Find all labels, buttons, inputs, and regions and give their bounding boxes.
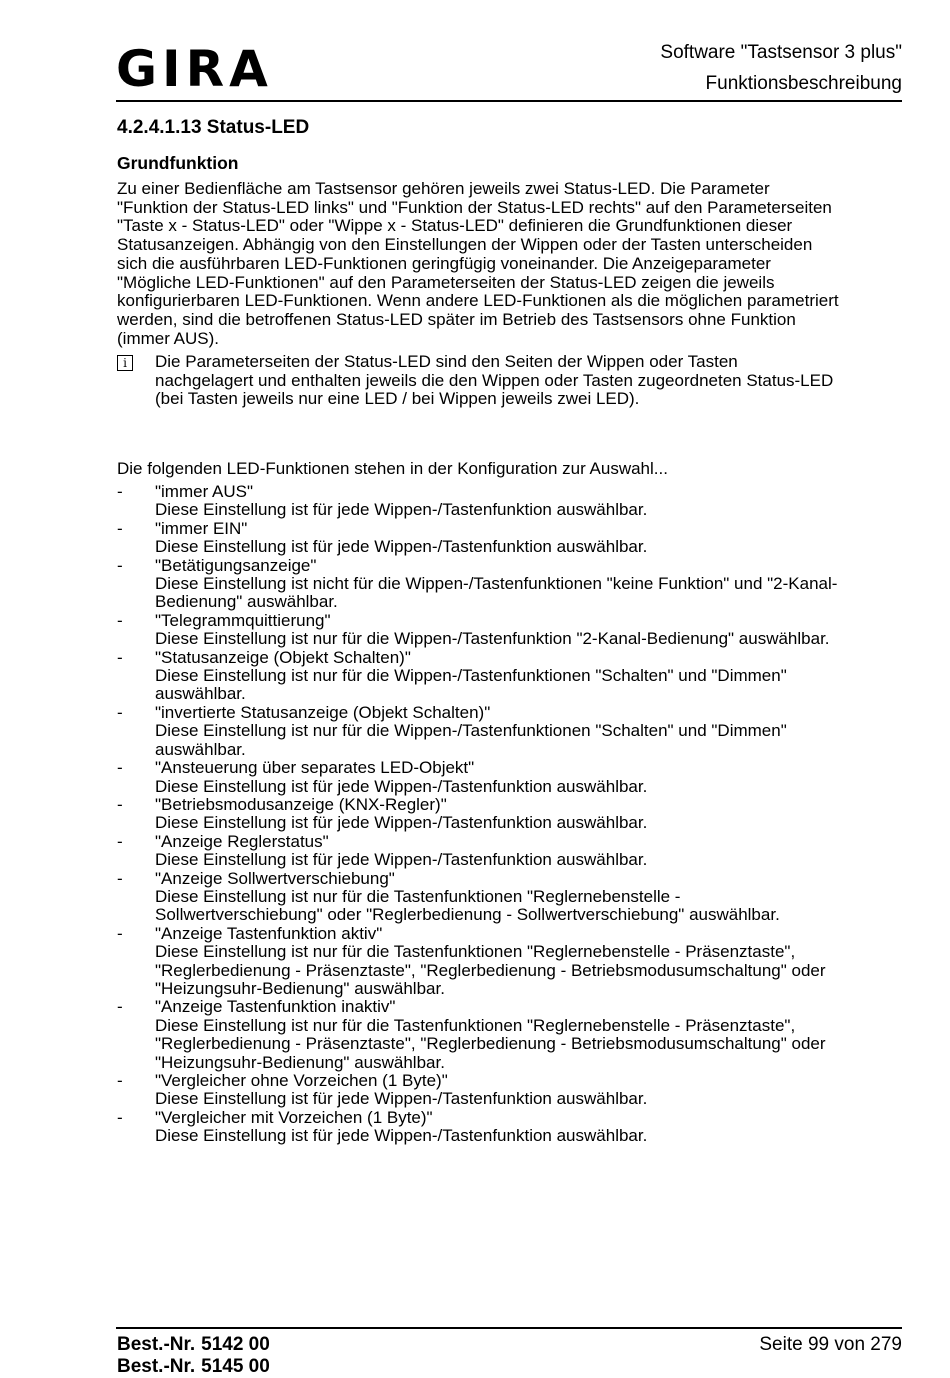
header-software-title: Software "Tastsensor 3 plus": [660, 42, 902, 63]
option-description: Diese Einstellung ist für jede Wippen-/Tastenfunktion auswählbar.: [155, 813, 648, 833]
list-item: [117, 870, 907, 925]
option-description: Diese Einstellung ist für jede Wippen-/Tastenfunktion auswählbar.: [155, 537, 648, 557]
info-note: [117, 353, 907, 409]
subheading: Grundfunktion: [117, 153, 239, 173]
option-name: "Vergleicher ohne Vorzeichen (1 Byte)": [155, 1071, 448, 1090]
list-item: [117, 483, 907, 520]
bullet-dash: -: [117, 923, 123, 943]
option-name: "Statusanzeige (Objekt Schalten)": [155, 647, 411, 667]
list-item: [117, 925, 907, 999]
led-function-list: [117, 483, 907, 1146]
order-label: Best.-Nr.: [117, 1356, 196, 1377]
bullet-dash: -: [117, 482, 123, 501]
option-description: Diese Einstellung ist nur für die Tastenfunktionen "Reglernebenstelle - Präsenztaste", "Reglerbedienung - Präsenztaste", "Reglerbedienung - Betriebsmodusumschaltung" oder "Heizungsuhr-Bedienung" auswählbar.: [155, 942, 826, 998]
option-name: "immer EIN": [155, 518, 248, 538]
bullet-dash: -: [117, 1107, 123, 1127]
list-item: [117, 649, 907, 704]
bullet-dash: -: [117, 702, 123, 722]
option-name: "invertierte Statusanzeige (Objekt Schalten)": [155, 702, 491, 722]
note-text: Die Parameterseiten der Status-LED sind den Seiten der Wippen oder Tasten nachgelagert und enthalten jeweils die den Wippen oder Tasten zugeordneten Status-LED (bei Tasten jeweils nur eine LED / bei Wippen jeweils zwei LED).: [155, 352, 834, 409]
option-description: Diese Einstellung ist nicht für die Wippen-/Tastenfunktionen "keine Funktion" und "2-Kanal- Bedienung" auswählbar.: [155, 574, 838, 612]
bullet-dash: -: [117, 758, 123, 778]
header-subtitle: Funktionsbeschreibung: [705, 73, 902, 94]
page-number: Seite 99 von 279: [759, 1334, 902, 1355]
document-header: [660, 37, 902, 99]
order-label: Best.-Nr.: [117, 1334, 196, 1355]
bullet-dash: -: [117, 610, 123, 630]
header-divider: [116, 100, 902, 102]
list-item: [117, 557, 907, 612]
bullet-dash: -: [117, 1071, 123, 1090]
option-description: Diese Einstellung ist nur für die Tastenfunktionen "Reglernebenstelle - Sollwertverschiebung" oder "Reglerbedienung - Sollwertverschiebung" auswählbar.: [155, 886, 780, 925]
option-description: Diese Einstellung ist nur für die Tastenfunktionen "Reglernebenstelle - Präsenztaste", "Reglerbedienung - Präsenztaste", "Reglerbedienung - Betriebsmodusumschaltung" oder "Heizungsuhr-Bedienung" auswählbar.: [155, 1015, 826, 1072]
bullet-dash: -: [117, 555, 123, 575]
option-description: Diese Einstellung ist für jede Wippen-/Tastenfunktion auswählbar.: [155, 500, 648, 520]
list-item: [117, 796, 907, 833]
option-name: "Anzeige Sollwertverschiebung": [155, 868, 395, 888]
order-numbers: [117, 1334, 270, 1378]
order-number-row: [117, 1334, 270, 1356]
bullet-dash: -: [117, 997, 123, 1017]
order-number: 5145 00: [201, 1356, 270, 1377]
bullet-dash: -: [117, 831, 123, 851]
option-description: Diese Einstellung ist für jede Wippen-/Tastenfunktion auswählbar.: [155, 776, 648, 796]
bullet-dash: -: [117, 794, 123, 814]
option-name: "Anzeige Tastenfunktion inaktiv": [155, 997, 396, 1017]
option-name: "Anzeige Tastenfunktion aktiv": [155, 923, 383, 943]
order-number: 5142 00: [201, 1334, 270, 1355]
option-name: "Anzeige Reglerstatus": [155, 831, 329, 851]
list-item: [117, 612, 907, 649]
option-description: Diese Einstellung ist für jede Wippen-/Tastenfunktion auswählbar.: [155, 1089, 648, 1109]
info-icon: i: [117, 355, 133, 371]
bullet-dash: -: [117, 518, 123, 538]
option-name: "Betätigungsanzeige": [155, 555, 317, 575]
option-description: Diese Einstellung ist nur für die Wippen-/Tastenfunktion "2-Kanal-Bedienung" auswählbar.: [155, 629, 830, 649]
list-item: [117, 1072, 907, 1109]
list-item: [117, 998, 907, 1072]
bullet-dash: -: [117, 868, 123, 888]
order-number-row: [117, 1356, 270, 1378]
option-name: "immer AUS": [155, 482, 254, 501]
section-title: 4.2.4.1.13 Status-LED: [117, 117, 310, 138]
list-item: [117, 704, 907, 759]
bullet-dash: -: [117, 647, 123, 667]
option-description: Diese Einstellung ist nur für die Wippen-/Tastenfunktionen "Schalten" und "Dimmen" auswählbar.: [155, 721, 787, 759]
option-description: Diese Einstellung ist nur für die Wippen-/Tastenfunktionen "Schalten" und "Dimmen" auswählbar.: [155, 666, 787, 704]
list-intro: Die folgenden LED-Funktionen stehen in der Konfiguration zur Auswahl...: [117, 459, 668, 478]
option-name: "Vergleicher mit Vorzeichen (1 Byte)": [155, 1107, 433, 1127]
list-item: [117, 759, 907, 796]
option-name: "Betriebsmodusanzeige (KNX-Regler)": [155, 794, 447, 814]
list-item: [117, 520, 907, 557]
option-description: Diese Einstellung ist für jede Wippen-/Tastenfunktion auswählbar.: [155, 850, 648, 870]
option-name: "Ansteuerung über separates LED-Objekt": [155, 758, 475, 778]
gira-logo: GIRA: [116, 40, 273, 98]
option-description: Diese Einstellung ist für jede Wippen-/Tastenfunktion auswählbar.: [155, 1126, 648, 1146]
intro-paragraph: Zu einer Bedienfläche am Tastsensor gehören jeweils zwei Status-LED. Die Parameter "Funktion der Status-LED links" und "Funktion der Status-LED rechts" auf den Parameterseiten "Taste x - Status-LED" oder "Wippe x - Status-LED" definieren die Grundfunktionen dieser Statusanzeigen. Abhängig von den Einstellungen der Wippen oder der Tasten unterscheiden sich die ausführbaren LED-Funktionen geringfügig voneinander. Die Anzeigeparameter "Mögliche LED-Funktionen" auf den Parameterseiten der Status-LED zeigen die jeweils konfigurierbaren LED-Funktionen. Wenn andere LED-Funktionen als die möglichen parametriert werden, sind die betroffenen Status-LED später im Betrieb des Tastsensors ohne Funktion (immer AUS).: [117, 179, 839, 348]
list-item: [117, 833, 907, 870]
option-name: "Telegrammquittierung": [155, 610, 331, 630]
footer-divider: [116, 1327, 902, 1329]
list-item: [117, 1109, 907, 1146]
